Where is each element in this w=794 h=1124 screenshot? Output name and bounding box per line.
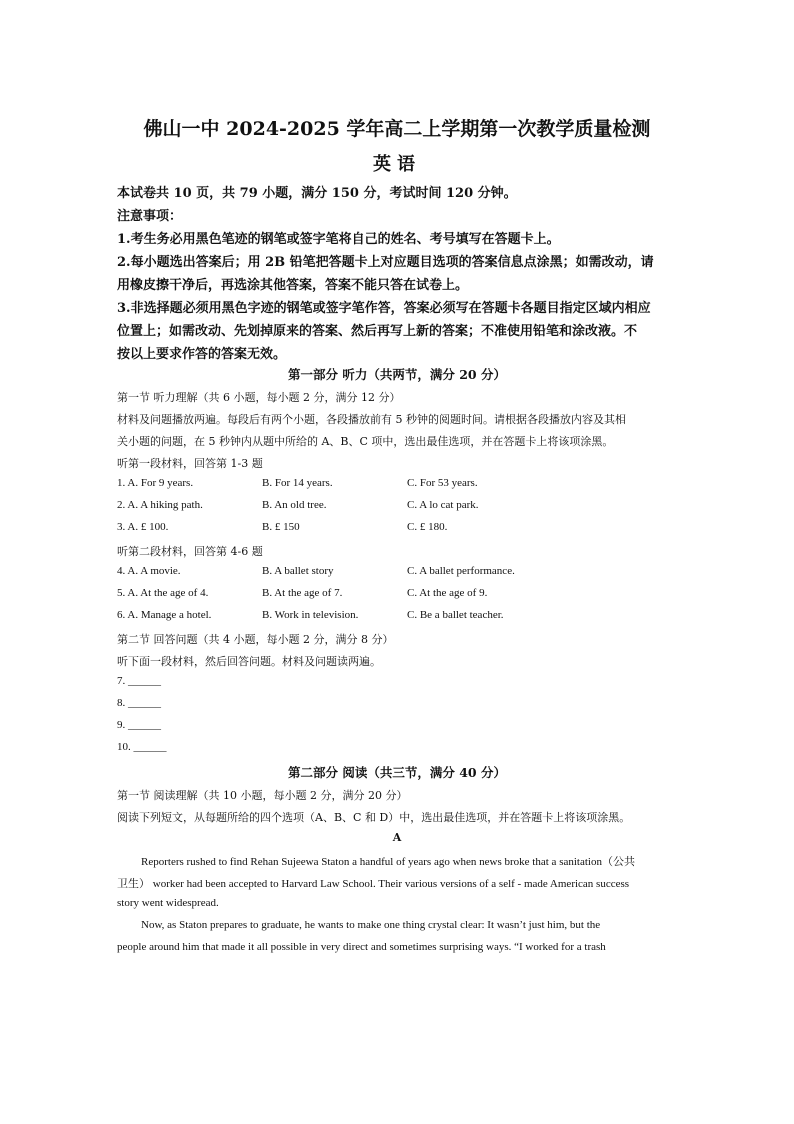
question-2-option-b: B. An old tree. (262, 499, 327, 511)
passage-paragraph-2-line-2: people around him that made it all possible in very direct and sometimes surprising ways. “I worked for a trash (117, 941, 606, 953)
notice-rule-2-line-1: 2.每小题选出答案后；用 2B 铅笔把答题卡上对应题目选项的答案信息点涂黑；如需改动，请 (117, 255, 654, 270)
question-1-option-b: B. For 14 years. (262, 477, 333, 489)
notice-rule-3-line-2: 位置上；如需改动、先划掉原来的答案、然后再写上新的答案；不准使用铅笔和涂改液。不 (117, 324, 638, 339)
part1-heading: 第一部分 听力（共两节，满分 20 分） (288, 367, 506, 382)
part2-heading: 第二部分 阅读（共三节，满分 40 分） (288, 765, 506, 780)
answer-blank-10: 10. ______ (117, 741, 167, 753)
notice-rule-3-line-1: 3.非选择题必须用黑色字迹的钢笔或签字笔作答，答案必须写在答题卡各题目指定区域内相应 (117, 301, 651, 316)
passage-paragraph-1-line-2: 卫生） worker had been accepted to Harvard Law School. Their various versions of a self - made American success (117, 878, 630, 890)
question-6-option-a: 6. A. Manage a hotel. (117, 609, 212, 621)
question-6-option-b: B. Work in television. (262, 609, 359, 621)
part1-section2-heading: 第二节 回答问题（共 4 小题，每小题 2 分，满分 8 分） (117, 633, 394, 646)
question-1-option-c: C. For 53 years. (407, 477, 478, 489)
question-5-option-b: B. At the age of 7. (262, 587, 343, 599)
notice-heading: 注意事项： (117, 209, 183, 224)
listening-group-1-label: 听第一段材料，回答第 1-3 题 (117, 457, 263, 470)
passage-label: A (392, 831, 402, 844)
passage-paragraph-1-line-3: story went widespread. (117, 897, 219, 909)
question-2-option-c: C. A lo cat park. (407, 499, 479, 511)
question-5-option-a: 5. A. At the age of 4. (117, 587, 209, 599)
part2-section1-heading: 第一节 阅读理解（共 10 小题，每小题 2 分，满分 20 分） (117, 789, 408, 802)
subject-title: 英语 (373, 154, 421, 175)
part1-section1-heading: 第一节 听力理解（共 6 小题，每小题 2 分，满分 12 分） (117, 391, 401, 404)
answer-blank-8: 8. ______ (117, 697, 161, 709)
question-4-option-a: 4. A. A movie. (117, 565, 181, 577)
question-3-option-c: C. £ 180. (407, 521, 448, 533)
notice-rule-3-line-3: 按以上要求作答的答案无效。 (117, 347, 287, 362)
question-3-option-a: 3. A. £ 100. (117, 521, 169, 533)
question-3-option-b: B. £ 150 (262, 521, 300, 533)
part1-section2-desc: 听下面一段材料，然后回答问题。材料及问题读两遍。 (117, 655, 381, 668)
exam-summary: 本试卷共 10 页，共 79 小题，满分 150 分，考试时间 120 分钟。 (117, 186, 517, 201)
exam-title: 佛山一中 2024-2025 学年高二上学期第一次教学质量检测 (143, 118, 651, 140)
question-4-option-b: B. A ballet story (262, 565, 334, 577)
question-6-option-c: C. Be a ballet teacher. (407, 609, 504, 621)
part1-section1-desc-line-2: 关小题的问题，在 5 秒钟内从题中所给的 A、B、C 项中，选出最佳选项，并在答题卡上将该项涂黑。 (117, 435, 614, 448)
listening-group-2-label: 听第二段材料，回答第 4-6 题 (117, 545, 263, 558)
answer-blank-7: 7. ______ (117, 675, 161, 687)
part2-section1-desc: 阅读下列短文，从每题所给的四个选项（A、B、C 和 D）中，选出最佳选项，并在答题卡上将该项涂黑。 (117, 811, 631, 824)
passage-paragraph-2-line-1: Now, as Staton prepares to graduate, he wants to make one thing crystal clear: It wasn’t just him, but the (141, 919, 601, 931)
question-1-option-a: 1. A. For 9 years. (117, 477, 194, 489)
passage-paragraph-1-line-1: Reporters rushed to find Rehan Sujeewa Staton a handful of years ago when news broke that a sanitation（公共 (141, 856, 635, 868)
question-5-option-c: C. At the age of 9. (407, 587, 488, 599)
question-2-option-a: 2. A. A hiking path. (117, 499, 203, 511)
notice-rule-2-line-2: 用橡皮擦干净后，再选涂其他答案，答案不能只答在试卷上。 (117, 278, 469, 293)
answer-blank-9: 9. ______ (117, 719, 161, 731)
question-4-option-c: C. A ballet performance. (407, 565, 515, 577)
notice-rule-1: 1.考生务必用黑色笔迹的钢笔或签字笔将自己的姓名、考号填写在答题卡上。 (117, 232, 560, 247)
part1-section1-desc-line-1: 材料及问题播放两遍。每段后有两个小题，各段播放前有 5 秒钟的阅题时间。请根据各段播放内容及其相 (117, 413, 626, 426)
